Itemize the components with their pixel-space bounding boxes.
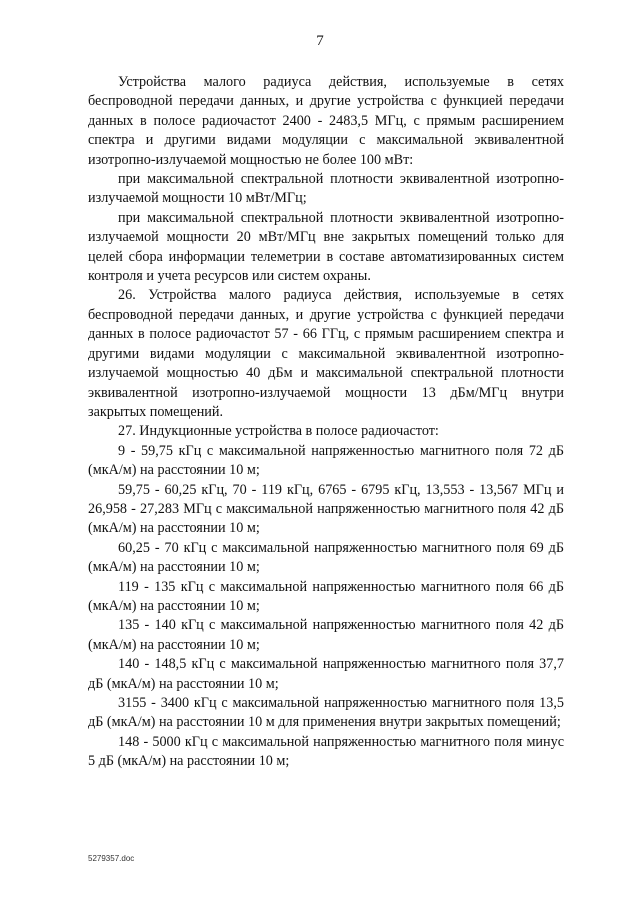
paragraph-20mw: при максимальной спектральной плотности эквивалентной изотропно-излучаемой мощности 20 мВт/МГц вне закрытых помещений только для целей сбора информации телеметрии в составе автоматизированных систем контроля и учета ресурсов или систем охраны. <box>88 209 564 285</box>
paragraph-60-70khz: 60,25 - 70 кГц с максимальной напряженностью магнитного поля 69 дБ (мкА/м) на расстоянии 10 м; <box>88 539 564 576</box>
page-number: 7 <box>316 33 324 49</box>
paragraph-119-135khz: 119 - 135 кГц с максимальной напряженностью магнитного поля 66 дБ (мкА/м) на расстоянии 10 м; <box>88 578 564 614</box>
paragraph-item-26: 26. Устройства малого радиуса действия, используемые в сетях беспроводной передачи данных, и другие устройства с функцией передачи данных в полосе радиочастот 57 - 66 ГГц, с прямым расширением спектра и другими видами модуляции с максимальной эквивалентной изотропно-излучаемой мощностью 40 дБм и максимальной спектральной плотности эквивалентной изотропно-излучаемой мощности 13 дБм/МГц внутри закрытых помещений. <box>88 287 564 420</box>
paragraph-140-148khz: 140 - 148,5 кГц с максимальной напряженностью магнитного поля 37,7 дБ (мкА/м) на расстоянии 10 м; <box>88 656 564 692</box>
file-name-footer: 5279357.doc <box>88 854 135 863</box>
paragraph-135-140khz: 135 - 140 кГц с максимальной напряженностью магнитного поля 42 дБ (мкА/м) на расстоянии 10 м; <box>88 617 564 653</box>
paragraph-srd-2400: Устройства малого радиуса действия, используемые в сетях беспроводной передачи данных, и другие устройства с функцией передачи данных в полосе радиочастот 2400 - 2483,5 МГц, с прямым расширением спектра и другими видами модуляции с максимальной эквивалентной изотропно-излучаемой мощностью не более 100 мВт: <box>88 74 564 168</box>
paragraph-59-60khz: 59,75 - 60,25 кГц, 70 - 119 кГц, 6765 - 6795 кГц, 13,553 - 13,567 МГц и 26,958 - 27,283 МГц с максимальной напряженностью магнитного поля 42 дБ (мкА/м) на расстоянии 10 м; <box>88 481 564 537</box>
paragraph-item-27: 27. Индукционные устройства в полосе радиочастот: <box>118 423 439 440</box>
paragraph-10mw: при максимальной спектральной плотности эквивалентной изотропно-излучаемой мощности 10 мВт/МГц; <box>88 171 564 207</box>
paragraph-9-59khz: 9 - 59,75 кГц с максимальной напряженностью магнитного поля 72 дБ (мкА/м) на расстоянии 10 м; <box>88 442 564 479</box>
document-body <box>88 73 564 772</box>
paragraph-3155-3400khz: 3155 - 3400 кГц с максимальной напряженностью магнитного поля 13,5 дБ (мкА/м) на расстоянии 10 м для применения внутри закрытых помещений; <box>88 695 564 731</box>
paragraph-148-5000khz: 148 - 5000 кГц с максимальной напряженностью магнитного поля минус 5 дБ (мкА/м) на расстоянии 10 м; <box>88 733 564 770</box>
